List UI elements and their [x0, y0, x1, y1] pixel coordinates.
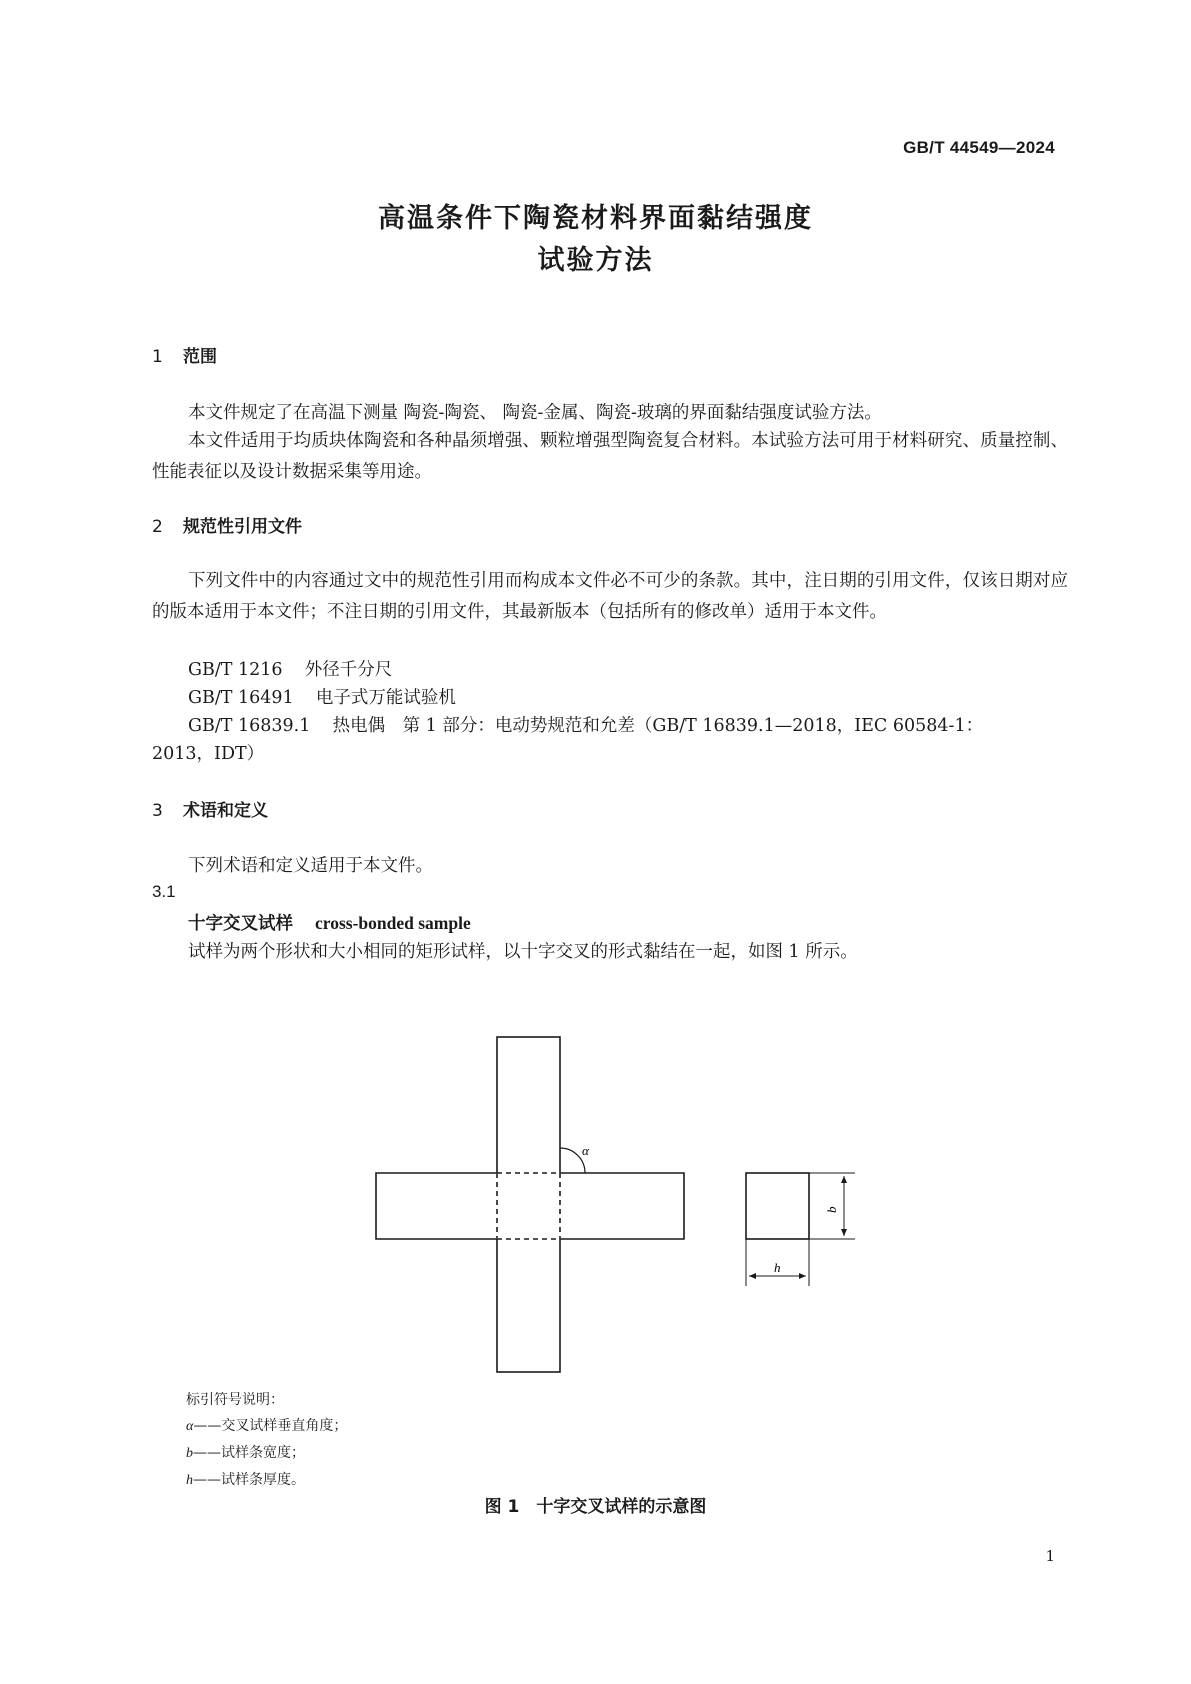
key-item [186, 1467, 347, 1494]
section-2-paragraph-1: 下列文件中的内容通过文中的规范性引用而构成本文件必不可少的条款。其中，注日期的引用文件，仅该日期对应的版本适用于本文件；不注日期的引用文件，其最新版本（包括所有的修改单）适用于本文件。 [152, 571, 1068, 622]
key-symbol: b [186, 1446, 193, 1461]
key-item [186, 1440, 347, 1467]
vertical-bar [497, 1037, 560, 1372]
reference-code: GB/T 16839.1 [188, 716, 311, 736]
key-text: ——试样条宽度； [193, 1445, 305, 1461]
section-number: 2 [152, 517, 163, 537]
reference-title: 外径千分尺 [304, 660, 393, 680]
reference-continuation: 2013，IDT） [152, 744, 265, 764]
key-item [186, 1413, 347, 1440]
section-1-paragraph-2: 本文件适用于均质块体陶瓷和各种晶须增强、颗粒增强型陶瓷复合材料。本试验方法可用于材料研究、质量控制、性能表征以及设计数据采集等用途。 [152, 431, 1068, 482]
reference-title: 电子式万能试验机 [315, 688, 456, 708]
section-title: 范围 [183, 347, 217, 367]
cross-section-square [746, 1173, 809, 1239]
figure-caption: 图 1 十字交叉试样的示意图 [484, 1497, 707, 1517]
document-title-line1: 高温条件下陶瓷材料界面黏结强度 [378, 203, 813, 234]
h-label: h [774, 1260, 781, 1275]
section-number: 1 [152, 347, 163, 367]
b-label: b [824, 1206, 839, 1213]
alpha-label: α [582, 1143, 589, 1158]
section-title: 规范性引用文件 [183, 517, 302, 537]
section-title: 术语和定义 [183, 801, 268, 821]
reference-code: GB/T 16491 [188, 688, 294, 708]
key-symbol: α [186, 1419, 194, 1434]
key-text: ——试样条厚度。 [193, 1472, 305, 1488]
dimension-b-extension [809, 1173, 855, 1239]
reference-title: 热电偶 第 1 部分：电动势规范和允差（GB/T 16839.1—2018，IEC 60584-1： [332, 716, 984, 736]
horizontal-bar [376, 1173, 684, 1239]
hidden-overlap-lines [497, 1173, 560, 1239]
hidden-overlap-lines [497, 1173, 560, 1239]
section-number: 3 [152, 801, 163, 821]
section-3-intro: 下列术语和定义适用于本文件。 [188, 856, 433, 876]
reference-code: GB/T 1216 [188, 660, 283, 680]
key-text: ——交叉试样垂直角度； [193, 1418, 348, 1434]
section-1-paragraph-1: 本文件规定了在高温下测量 陶瓷-陶瓷、 陶瓷-金属、陶瓷-玻璃的界面黏结强度试验方法。 [188, 403, 882, 423]
term-zh: 十字交叉试样 [188, 914, 293, 934]
term-number: 3.1 [152, 882, 176, 901]
hidden-overlap-lines [497, 1173, 560, 1239]
figure-key [186, 1387, 347, 1494]
term-en: cross-bonded sample [315, 913, 471, 933]
key-symbol: h [186, 1473, 193, 1488]
standard-number: GB/T 44549—2024 [903, 138, 1055, 157]
term-definition: 试样为两个形状和大小相同的矩形试样，以十字交叉的形式黏结在一起，如图 1 所示。 [188, 942, 858, 962]
document-title-line2: 试验方法 [537, 245, 654, 276]
page-number: 1 [1045, 1547, 1055, 1565]
key-title: 标引符号说明： [186, 1392, 284, 1408]
